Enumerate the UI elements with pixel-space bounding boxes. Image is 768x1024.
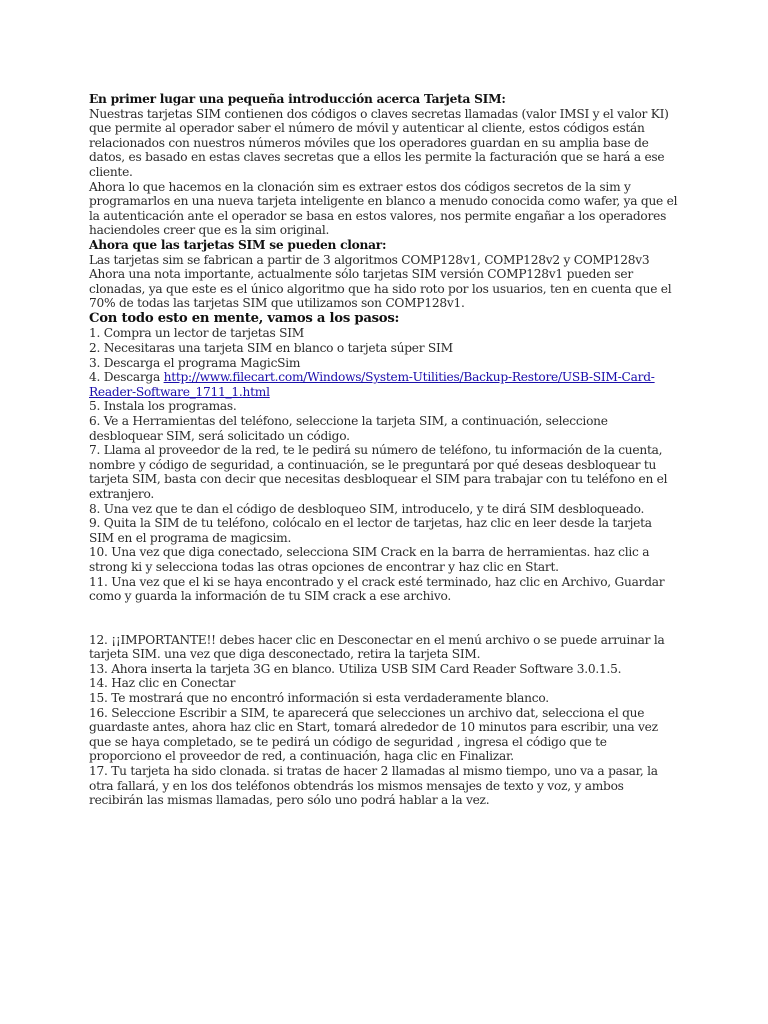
clonable-line: Ahora una nota importante, actualmente sólo tarjetas SIM versión COMP128v1 pueden ser bbox=[89, 267, 633, 282]
step-item: 14. Haz clic en Conectar bbox=[89, 676, 236, 691]
step-item bbox=[89, 370, 679, 399]
clonable-line: Las tarjetas sim se fabrican a partir de 3 algoritmos COMP128v1, COMP128v2 y COMP128v3 bbox=[89, 252, 650, 267]
step-item: 12. ¡¡IMPORTANTE!! debes hacer clic en Desconectar en el menú archivo o se puede arruinar la tarjeta SIM. una vez que diga desconectado, retira la tarjeta SIM. bbox=[89, 632, 665, 662]
step-item: 16. Seleccione Escribir a SIM, te aparecerá que selecciones un archivo dat, selecciona el que guardaste antes, ahora haz clic en Start, tomará alrededor de 10 minutos para escribir, una vez que se haya completado, se te pedirá un código de seguridad , ingresa el código que te proporciono el proveedor de red, a continuación, haga clic en Finalizar. bbox=[89, 705, 658, 764]
step-item: 15. Te mostrará que no encontró información si esta verdaderamente blanco. bbox=[89, 691, 549, 706]
clonable-heading: Ahora que las tarjetas SIM se pueden clonar: bbox=[89, 237, 387, 252]
step-item: 10. Una vez que diga conectado, selecciona SIM Crack en la barra de herramientas. haz clic a strong ki y selecciona todas las otras opciones de encontrar y haz clic en Start. bbox=[89, 545, 650, 574]
step-item: 3. Descarga el programa MagicSim bbox=[89, 355, 301, 370]
intro-paragraph: Nuestras tarjetas SIM contienen dos códigos o claves secretas llamadas (valor IMSI y el valor KI) que permite al operador saber el número de móvil y autenticar al cliente, estos códigos están relacionados con nuestros números móviles que los operadores guardan en su amplia base de datos, es basado en estas claves secretas que a ellos les permite la facturación que se hará a ese cliente. bbox=[89, 106, 669, 179]
intro-heading: En primer lugar una pequeña introducción acerca Tarjeta SIM: bbox=[89, 92, 506, 106]
step-item: 11. Una vez que el ki se haya encontrado y el crack esté terminado, haz clic en Archivo, Guardar como y guarda la información de tu SIM crack a ese archivo. bbox=[89, 574, 665, 604]
step-item: 2. Necesitaras una tarjeta SIM en blanco o tarjeta súper SIM bbox=[89, 341, 453, 355]
steps-heading: Con todo esto en mente, vamos a los pasos: bbox=[89, 310, 400, 326]
step-item: 17. Tu tarjeta ha sido clonada. si tratas de hacer 2 llamadas al mismo tiempo, uno va a pasar, la otra fallará, y en los dos teléfonos obtendrás los mismos mensajes de texto y voz, y ambos recibirán las mismas llamadas, pero sólo uno podrá hablar a la vez. bbox=[89, 764, 658, 808]
section-spacer bbox=[89, 604, 679, 633]
step-item: 6. Ve a Herramientas del teléfono, seleccione la tarjeta SIM, a continuación, seleccione desbloquear SIM, será solicitado un código. bbox=[89, 413, 608, 443]
step-item: 8. Una vez que te dan el código de desbloqueo SIM, introducelo, y te dirá SIM desbloqueado. bbox=[89, 501, 645, 516]
step-item: 5. Instala los programas. bbox=[89, 399, 237, 414]
step-item: 7. Llama al proveedor de la red, te le pedirá su número de teléfono, tu información de la cuenta, nombre y código de seguridad, a continuación, se le preguntará por qué deseas desbloquear tu tarjeta SIM, basta con decir que necesitas desbloquear el SIM para trabajar con tu teléfono en el extranjero. bbox=[89, 443, 668, 501]
step-item: 1. Compra un lector de tarjetas SIM bbox=[89, 326, 304, 341]
step-text: 4. Descarga bbox=[89, 370, 164, 385]
clonable-line: clonadas, ya que este es el único algoritmo que ha sido roto por los usuarios, ten en cuenta que el 70% de todas las tarjetas SIM que utilizamos son COMP128v1. bbox=[89, 281, 672, 311]
intro-paragraph: Ahora lo que hacemos en la clonación sim es extraer estos dos códigos secretos de la sim y programarlos en una nueva tarjeta inteligente en blanco a menudo conocida como wafer, ya que el la autenticación ante el operador se basa en estos valores, nos permite engañar a los operadores haciendoles creer que es la sim original. bbox=[89, 179, 678, 238]
document-body bbox=[89, 92, 679, 808]
step-item: 9. Quita la SIM de tu teléfono, colócalo en el lector de tarjetas, haz clic en leer desde la tarjeta SIM en el programa de magicsim. bbox=[89, 516, 652, 545]
download-link[interactable]: http://www.filecart.com/Windows/System-Utilities/Backup-Restore/USB-SIM-Card-Reader-Software_1711_1.html bbox=[89, 370, 655, 399]
step-item: 13. Ahora inserta la tarjeta 3G en blanco. Utiliza USB SIM Card Reader Software 3.0.1.5. bbox=[89, 661, 622, 676]
